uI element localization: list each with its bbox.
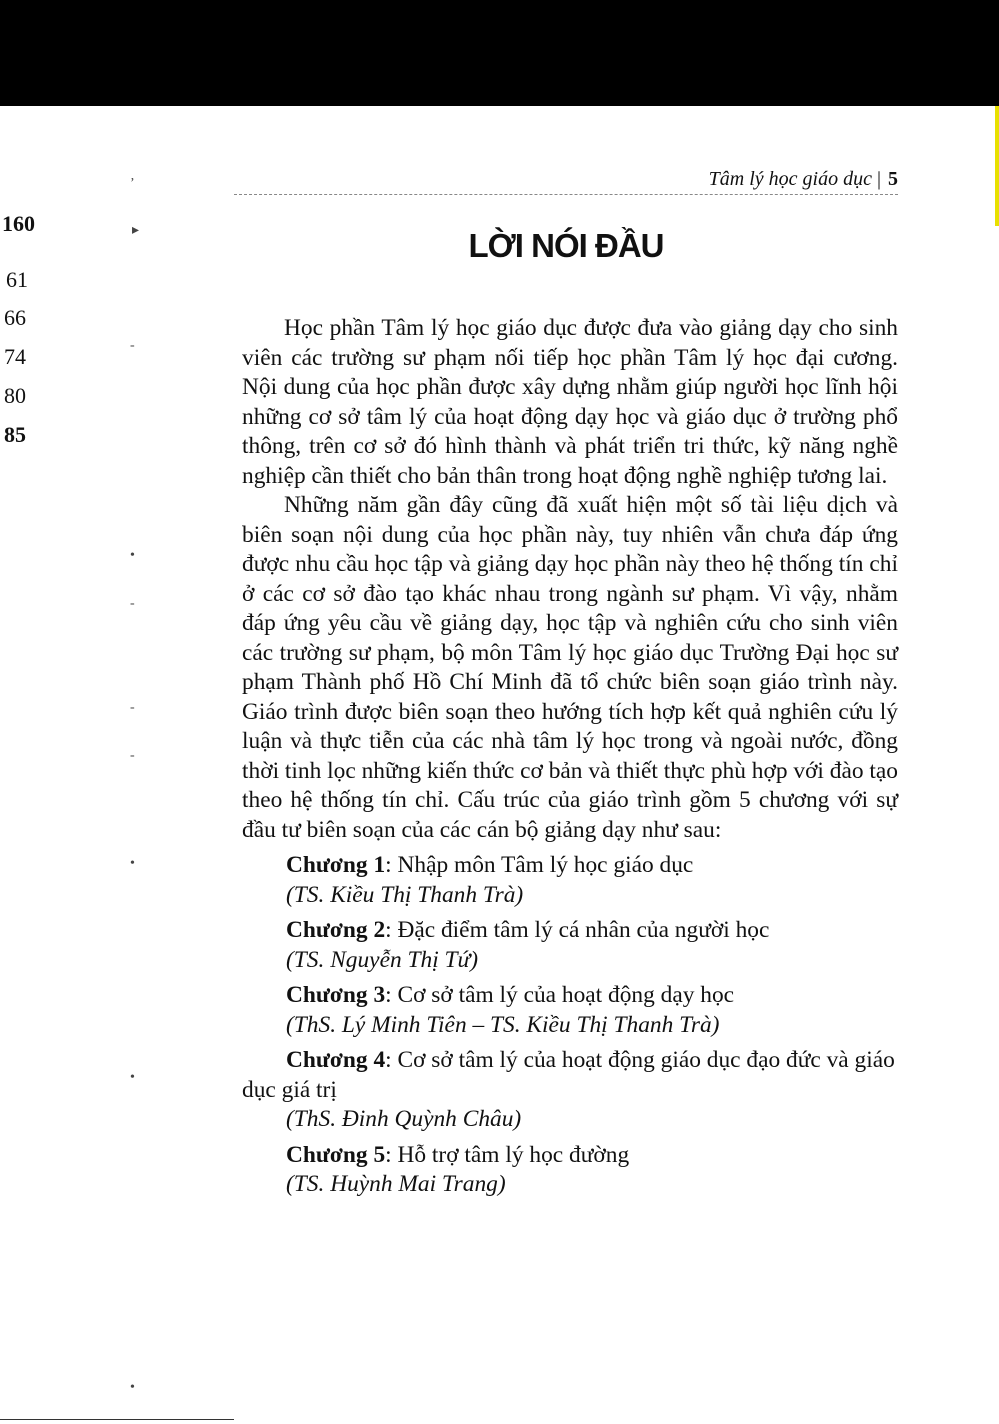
chapter-label: Chương 3: [286, 982, 386, 1008]
paragraph: Học phần Tâm lý học giáo dục được đưa vào giảng dạy cho sinh viên các trường sư phạm nối tiếp học phần Tâm lý học đại cương. Nội dung của học phần được xây dựng nhằm giúp người học lĩnh hội những cơ sở tâm lý của hoạt động dạy học và giáo dục ở trường phổ thông, trên cơ sở đó hình thành và phát triển tri thức, kỹ năng nghề nghiệp cần thiết cho bản thân trong hoạt động nghề nghiệp tương lai.: [242, 315, 898, 489]
chapter-author: (TS. Kiều Thị Thanh Trà): [286, 881, 524, 908]
chapter-line: [242, 1141, 898, 1171]
margin-number: 66: [4, 305, 26, 330]
margin-number: 160: [2, 211, 35, 236]
preface-body: [242, 314, 898, 1200]
chapter-line: [242, 916, 898, 946]
chapter-name: : Đặc điểm tâm lý cá nhân của người học: [385, 917, 770, 943]
chapter-author: (TS. Nguyễn Thị Tứ): [286, 946, 479, 973]
margin-number: 61: [6, 267, 28, 292]
chapter-line: [242, 1046, 898, 1105]
scan-edge-strip: [995, 106, 999, 226]
chapter-name: : Hỗ trợ tâm lý học đường: [385, 1141, 630, 1168]
chapter-name: : Cơ sở tâm lý của hoạt động giáo dục đạo đức và giáo dục giá trị: [242, 1047, 895, 1103]
scan-black-border: [0, 0, 999, 106]
page-number: 5: [888, 168, 898, 190]
chapter-line: [242, 981, 898, 1011]
chapter-author: (ThS. Lý Minh Tiên – TS. Kiều Thị Thanh Trà): [286, 1011, 720, 1038]
margin-number: 74: [4, 344, 26, 369]
paragraph: Những năm gần đây cũng đã xuất hiện một số tài liệu dịch và biên soạn nội dung của học phần này, tuy nhiên vẫn chưa đáp ứng được nhu cầu học tập và giảng dạy học phần này theo hệ thống tín chỉ ở các cơ sở đào tạo khác nhau trong ngành sư phạm. Vì vậy, nhằm đáp ứng yêu cầu về giảng dạy, học tập và nghiên cứu cho sinh viên các trường sư phạm, bộ môn Tâm lý học giáo dục Trường Đại học sư phạm Thành phố Hồ Chí Minh đã tổ chức biên soạn giáo trình này. Giáo trình được biên soạn theo hướng tích hợp kết quả nghiên cứu lý luận và thực tiễn của các nhà tâm lý học trong và ngoài nước, đồng thời tinh lọc những kiến thức cơ bản và thiết thực phù hợp với đào tạo theo hệ thống tín chỉ. Cấu trúc của giáo trình gồm 5 chương với sự đầu tư biên soạn của các cán bộ giảng dạy như sau:: [242, 492, 898, 843]
margin-number: 80: [4, 383, 26, 408]
chapter-label: Chương 5: [286, 1141, 386, 1168]
page-title: LỜI NÓI ĐẦU: [468, 227, 664, 264]
chapter-line: [242, 851, 898, 881]
running-header: [234, 166, 898, 195]
chapter-name: : Nhập môn Tâm lý học giáo dục: [385, 852, 694, 878]
header-book-title: Tâm lý học giáo dục: [708, 168, 872, 190]
scan-bottom-line: [0, 1419, 234, 1420]
chapter-label: Chương 4: [286, 1047, 386, 1073]
chapter-label: Chương 2: [286, 917, 386, 943]
chapter-author: (ThS. Đinh Quỳnh Châu): [286, 1106, 522, 1132]
chapter-label: Chương 1: [286, 852, 386, 878]
chapter-name: : Cơ sở tâm lý của hoạt động dạy học: [385, 982, 735, 1008]
chapter-author: (TS. Huỳnh Mai Trang): [286, 1171, 506, 1197]
header-separator: |: [876, 168, 881, 190]
margin-number: 85: [4, 422, 26, 447]
